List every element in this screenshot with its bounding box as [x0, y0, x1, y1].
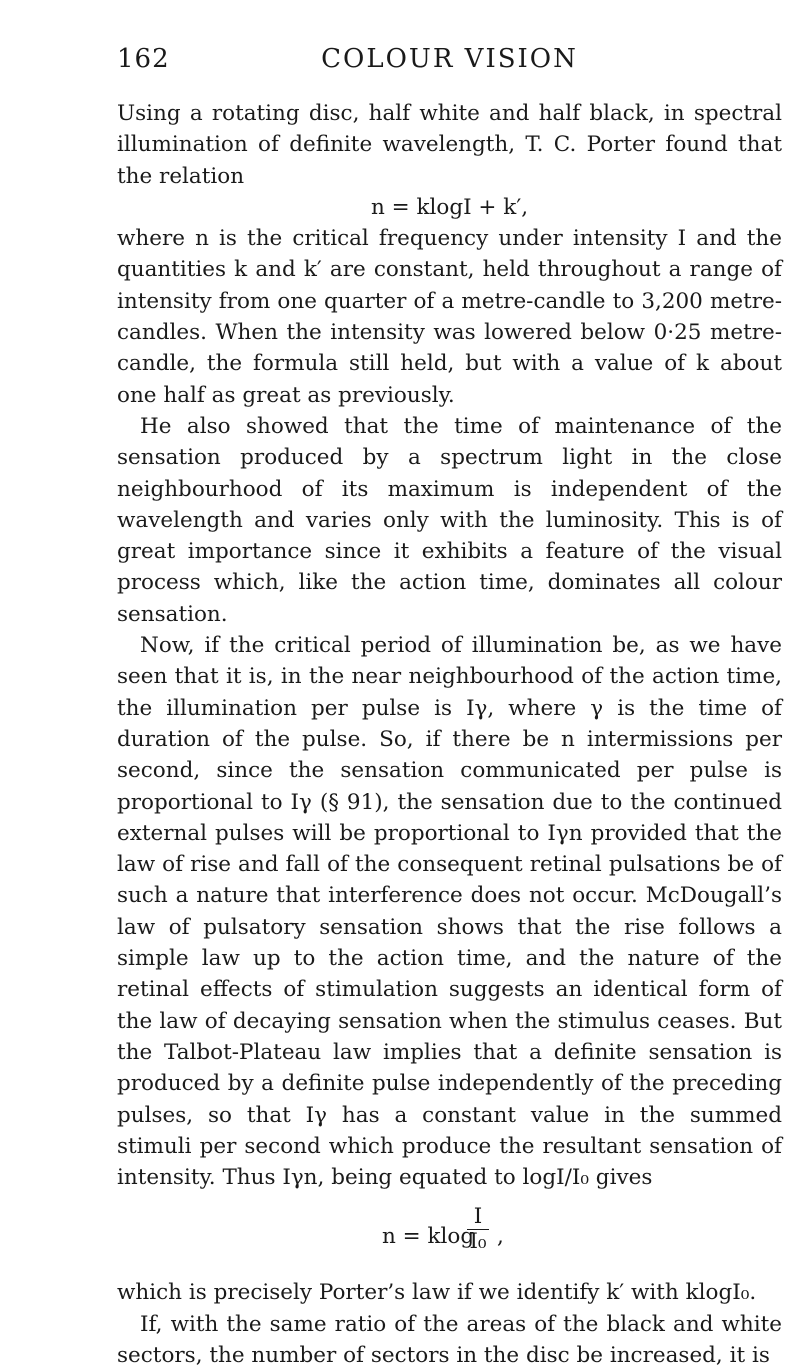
paragraph-1: Using a rotating disc, half white and half black, in spectral illumination of definite wavelength, T. C. Porter found that the relation: [117, 101, 782, 189]
equation-comma: ,: [497, 1224, 504, 1250]
paragraph-4: Now, if the critical period of illumination be, as we have seen that it is, in the near neighbourhood of the action time, the illumination per pulse is Iγ, where γ is the time of duration of the pulse. So, if there be n intermissions per second, since the sensation communicated per pulse is proportional to Iγ (§ 91), the sensation due to the continued external pulses will be proportional to Iγn provided that the law of rise and fall of the consequent retinal pulsations be of such a nature that interference does not occur. McDougall’s law of pulsatory sensation shows that the rise follows a simple law up to the action time, and the nature of the retinal effects of stimulation suggests an identical form of the law of decaying sensation when the stimulus ceases. But the Talbot-Plateau law implies that a definite sensation is produced by a definite pulse independently of the preceding pulses, so that Iγ has a constant value in the summed stimuli per second which produce the resultant sensation of intensity. Thus Iγn, being equated to logI/I₀ gives: [117, 633, 782, 1191]
paragraph-5: which is precisely Porter’s law if we identify k′ with klogI₀.: [117, 1280, 757, 1306]
paragraph-3: He also showed that the time of maintenance of the sensation produced by a spectrum light in the close neighbourhood of its maximum is independent of the wavelength and varies only with the luminosity. This is of great importance since it exhibits a feature of the visual process which, like the action time, dominates all colour sensation.: [117, 413, 782, 627]
fraction-numerator: I: [473, 1204, 483, 1230]
page-header: [117, 44, 782, 84]
page-number: 162: [117, 44, 170, 74]
equation-log-ratio: [117, 1205, 782, 1267]
fraction: [465, 1205, 491, 1254]
equation-lhs: n = klog: [382, 1224, 475, 1250]
paragraph-2: where n is the critical frequency under intensity I and the quantities k and k′ are constant, held throughout a range of intensity from one quarter of a metre-candle to 3,200 metre-candles. When the intensity was lowered below 0·25 metre-candle, the formula still held, but with a value of k about one half as great as previously.: [117, 226, 782, 408]
running-title: COLOUR VISION: [321, 44, 578, 74]
fraction-denominator: I₀: [469, 1229, 487, 1255]
paragraph-6: If, with the same ratio of the areas of the black and white sectors, the number of sectors in the disc be increased, it is: [117, 1311, 782, 1368]
body-text: [117, 98, 782, 1371]
equation-porter-law: n = klogI + k′,: [370, 194, 529, 220]
